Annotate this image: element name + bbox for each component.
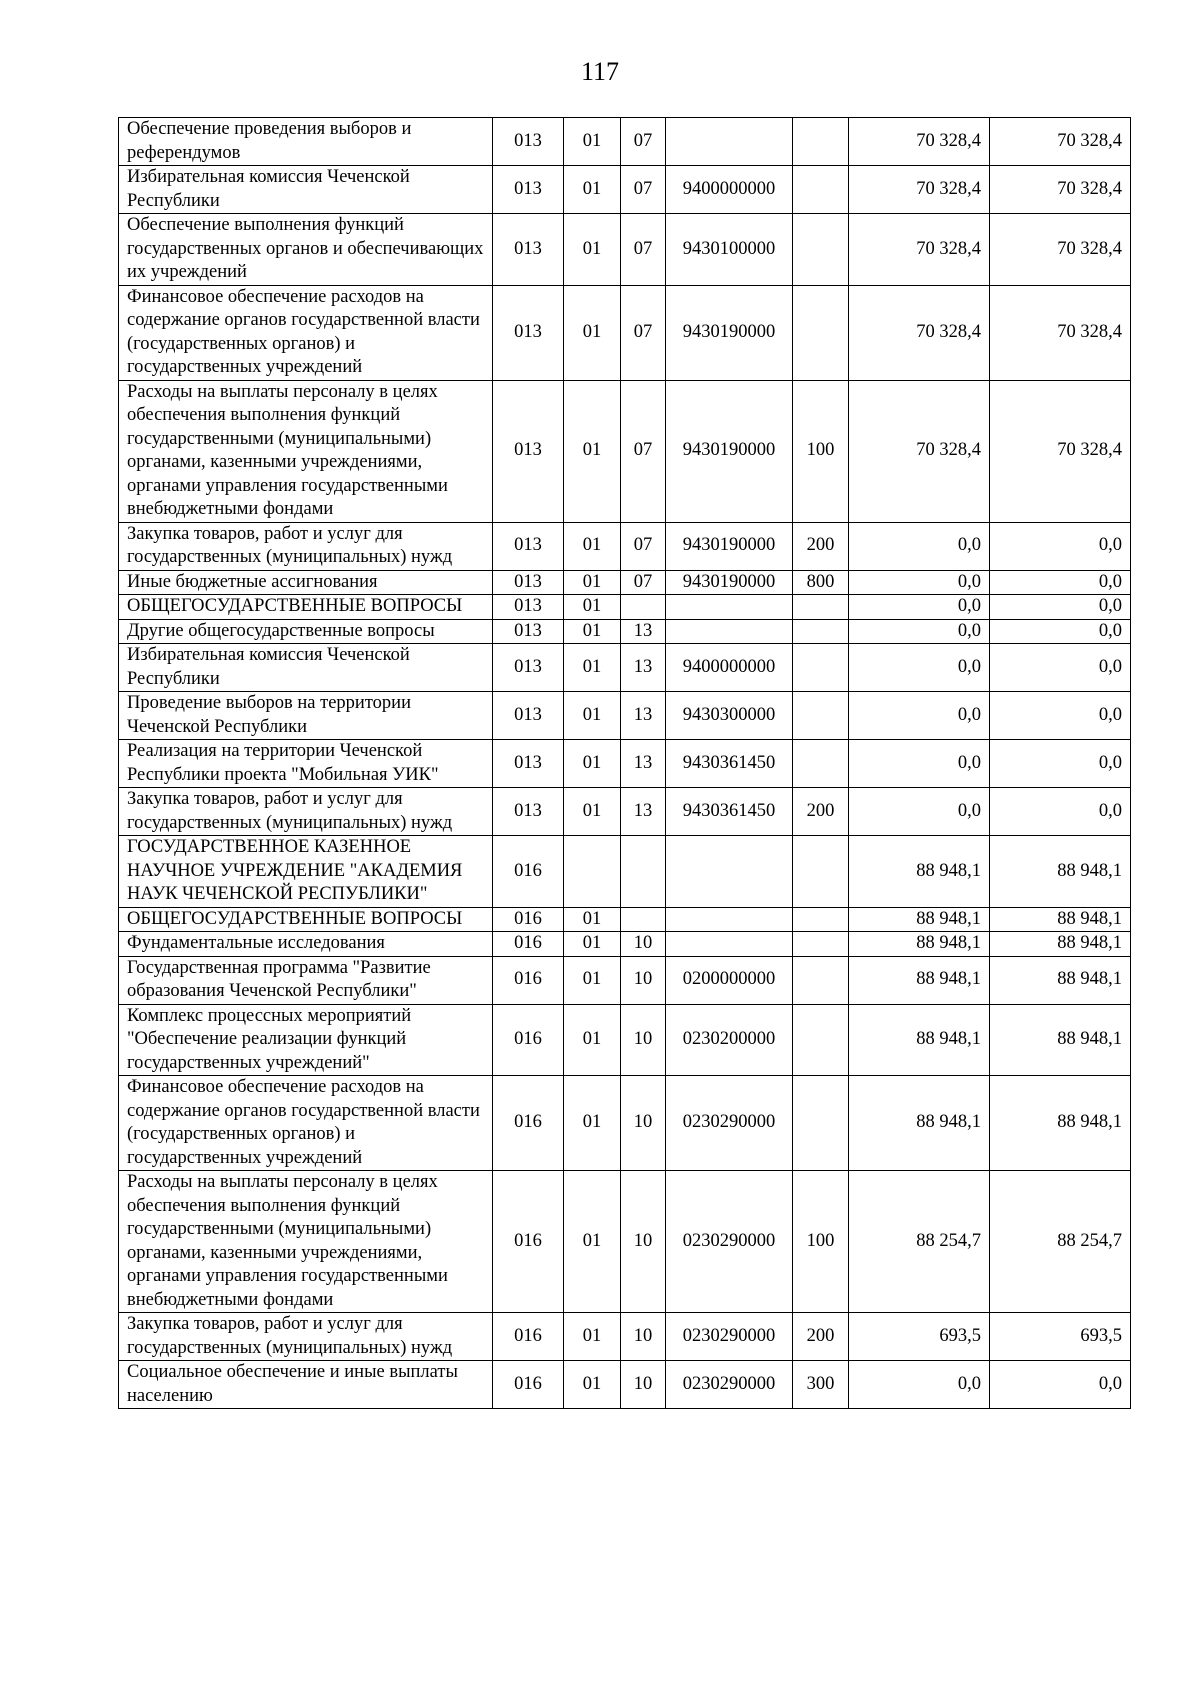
row-vr-cell [793,166,849,214]
row-sum-first-year-cell: 0,0 [849,595,990,620]
row-razdel-cell: 01 [564,1004,621,1076]
row-csr-cell [666,118,793,166]
row-sum-second-year-cell: 70 328,4 [990,118,1131,166]
row-vr-cell: 200 [793,1313,849,1361]
row-vr-cell: 800 [793,570,849,595]
row-csr-cell [666,619,793,644]
table-row [119,956,1131,1004]
row-vr-cell: 100 [793,380,849,522]
row-sum-second-year-cell: 0,0 [990,522,1131,570]
table-row [119,1361,1131,1409]
row-vr-cell [793,619,849,644]
row-vr-cell [793,740,849,788]
row-sum-second-year-cell: 0,0 [990,1361,1131,1409]
row-vr-cell [793,644,849,692]
row-podrazdel-cell: 10 [621,956,666,1004]
row-razdel-cell: 01 [564,285,621,380]
row-vr-cell [793,595,849,620]
row-vr-cell [793,932,849,957]
table-row [119,788,1131,836]
row-sum-second-year-cell: 0,0 [990,788,1131,836]
row-sum-first-year-cell: 0,0 [849,740,990,788]
table-row [119,380,1131,522]
row-sum-first-year-cell: 88 948,1 [849,1004,990,1076]
row-vr-cell: 300 [793,1361,849,1409]
row-csr-cell: 9430190000 [666,285,793,380]
row-podrazdel-cell: 07 [621,380,666,522]
row-podrazdel-cell: 13 [621,692,666,740]
row-sum-first-year-cell: 0,0 [849,644,990,692]
row-sum-first-year-cell: 0,0 [849,570,990,595]
row-csr-cell: 9400000000 [666,166,793,214]
row-name-cell: Закупка товаров, работ и услуг для государственных (муниципальных) нужд [119,788,493,836]
row-csr-cell: 9430300000 [666,692,793,740]
row-podrazdel-cell: 10 [621,1171,666,1313]
row-razdel-cell: 01 [564,907,621,932]
row-sum-first-year-cell: 0,0 [849,522,990,570]
row-name-cell: Расходы на выплаты персоналу в целях обеспечения выполнения функций государственными (муниципальными) органами, казенными учреждениями, органами управления государственными внебюджетными фондами [119,1171,493,1313]
row-vedomstvo-cell: 013 [493,214,564,286]
row-sum-first-year-cell: 88 948,1 [849,932,990,957]
row-csr-cell: 0230290000 [666,1171,793,1313]
row-csr-cell: 0200000000 [666,956,793,1004]
row-vedomstvo-cell: 013 [493,522,564,570]
row-razdel-cell: 01 [564,380,621,522]
row-vr-cell [793,907,849,932]
table-row [119,644,1131,692]
row-vr-cell [793,285,849,380]
row-vedomstvo-cell: 013 [493,619,564,644]
row-podrazdel-cell: 07 [621,166,666,214]
row-vedomstvo-cell: 016 [493,836,564,908]
row-razdel-cell: 01 [564,619,621,644]
row-csr-cell: 0230290000 [666,1313,793,1361]
row-razdel-cell: 01 [564,1313,621,1361]
row-vedomstvo-cell: 013 [493,285,564,380]
row-sum-first-year-cell: 70 328,4 [849,285,990,380]
row-vedomstvo-cell: 016 [493,1313,564,1361]
row-sum-second-year-cell: 0,0 [990,740,1131,788]
row-csr-cell: 0230200000 [666,1004,793,1076]
row-vr-cell: 200 [793,788,849,836]
row-podrazdel-cell: 13 [621,740,666,788]
row-razdel-cell: 01 [564,644,621,692]
row-vr-cell [793,214,849,286]
row-vedomstvo-cell: 013 [493,692,564,740]
row-name-cell: Иные бюджетные ассигнования [119,570,493,595]
row-sum-first-year-cell: 88 948,1 [849,907,990,932]
row-name-cell: Избирательная комиссия Чеченской Республики [119,644,493,692]
row-csr-cell: 0230290000 [666,1076,793,1171]
budget-table [118,117,1131,1409]
row-podrazdel-cell: 13 [621,644,666,692]
row-sum-first-year-cell: 70 328,4 [849,214,990,286]
row-sum-first-year-cell: 88 254,7 [849,1171,990,1313]
row-razdel-cell: 01 [564,522,621,570]
table-row [119,595,1131,620]
row-razdel-cell: 01 [564,118,621,166]
row-name-cell: Избирательная комиссия Чеченской Республики [119,166,493,214]
row-vedomstvo-cell: 013 [493,595,564,620]
row-sum-first-year-cell: 0,0 [849,788,990,836]
row-vr-cell [793,956,849,1004]
row-sum-second-year-cell: 0,0 [990,692,1131,740]
table-row [119,166,1131,214]
row-vedomstvo-cell: 013 [493,166,564,214]
row-sum-first-year-cell: 70 328,4 [849,118,990,166]
row-sum-first-year-cell: 70 328,4 [849,380,990,522]
row-podrazdel-cell: 10 [621,1076,666,1171]
table-row [119,285,1131,380]
row-csr-cell [666,907,793,932]
row-sum-second-year-cell: 693,5 [990,1313,1131,1361]
row-name-cell: Закупка товаров, работ и услуг для государственных (муниципальных) нужд [119,522,493,570]
row-podrazdel-cell: 13 [621,619,666,644]
row-sum-first-year-cell: 88 948,1 [849,1076,990,1171]
budget-table-body [119,118,1131,1409]
row-sum-first-year-cell: 88 948,1 [849,956,990,1004]
row-sum-second-year-cell: 88 948,1 [990,932,1131,957]
table-row [119,907,1131,932]
row-vedomstvo-cell: 013 [493,570,564,595]
row-name-cell: Обеспечение выполнения функций государственных органов и обеспечивающих их учреждений [119,214,493,286]
row-name-cell: Закупка товаров, работ и услуг для государственных (муниципальных) нужд [119,1313,493,1361]
row-podrazdel-cell: 10 [621,1004,666,1076]
row-podrazdel-cell [621,907,666,932]
row-csr-cell [666,836,793,908]
table-row [119,932,1131,957]
row-vedomstvo-cell: 013 [493,380,564,522]
row-sum-second-year-cell: 0,0 [990,644,1131,692]
row-vr-cell: 200 [793,522,849,570]
row-vr-cell [793,692,849,740]
row-csr-cell: 0230290000 [666,1361,793,1409]
row-csr-cell [666,595,793,620]
row-vedomstvo-cell: 016 [493,932,564,957]
row-vedomstvo-cell: 016 [493,956,564,1004]
row-razdel-cell: 01 [564,1171,621,1313]
row-vedomstvo-cell: 013 [493,740,564,788]
row-name-cell: ОБЩЕГОСУДАРСТВЕННЫЕ ВОПРОСЫ [119,907,493,932]
row-razdel-cell: 01 [564,692,621,740]
table-row [119,692,1131,740]
table-row [119,522,1131,570]
row-name-cell: Социальное обеспечение и иные выплаты населению [119,1361,493,1409]
table-row [119,570,1131,595]
table-row [119,214,1131,286]
row-podrazdel-cell: 13 [621,788,666,836]
row-vr-cell [793,836,849,908]
row-podrazdel-cell: 07 [621,285,666,380]
row-sum-first-year-cell: 70 328,4 [849,166,990,214]
table-row [119,619,1131,644]
row-vedomstvo-cell: 016 [493,1004,564,1076]
row-podrazdel-cell: 07 [621,214,666,286]
page-number: 117 [580,57,620,86]
row-sum-second-year-cell: 88 254,7 [990,1171,1131,1313]
row-sum-second-year-cell: 70 328,4 [990,380,1131,522]
row-name-cell: Комплекс процессных мероприятий "Обеспечение реализации функций государственных учреждений" [119,1004,493,1076]
row-name-cell: Проведение выборов на территории Чеченской Республики [119,692,493,740]
row-podrazdel-cell [621,595,666,620]
row-sum-second-year-cell: 70 328,4 [990,285,1131,380]
table-row [119,118,1131,166]
table-row [119,836,1131,908]
table-row [119,1313,1131,1361]
row-razdel-cell [564,836,621,908]
table-row [119,740,1131,788]
row-razdel-cell: 01 [564,788,621,836]
row-csr-cell: 9430190000 [666,570,793,595]
row-razdel-cell: 01 [564,1361,621,1409]
row-sum-first-year-cell: 0,0 [849,619,990,644]
row-name-cell: Фундаментальные исследования [119,932,493,957]
row-sum-first-year-cell: 0,0 [849,1361,990,1409]
row-csr-cell: 9430100000 [666,214,793,286]
row-vedomstvo-cell: 016 [493,1171,564,1313]
row-razdel-cell: 01 [564,956,621,1004]
row-podrazdel-cell: 07 [621,118,666,166]
row-podrazdel-cell: 10 [621,1361,666,1409]
row-sum-first-year-cell: 693,5 [849,1313,990,1361]
row-csr-cell: 9430190000 [666,380,793,522]
row-name-cell: Государственная программа "Развитие образования Чеченской Республики" [119,956,493,1004]
row-sum-first-year-cell: 0,0 [849,692,990,740]
row-razdel-cell: 01 [564,932,621,957]
row-sum-second-year-cell: 70 328,4 [990,166,1131,214]
row-vr-cell [793,1004,849,1076]
row-csr-cell: 9430190000 [666,522,793,570]
row-vedomstvo-cell: 016 [493,1361,564,1409]
row-podrazdel-cell: 07 [621,570,666,595]
row-sum-second-year-cell: 88 948,1 [990,1004,1131,1076]
row-sum-second-year-cell: 88 948,1 [990,836,1131,908]
row-sum-second-year-cell: 88 948,1 [990,956,1131,1004]
row-csr-cell: 9430361450 [666,740,793,788]
row-razdel-cell: 01 [564,740,621,788]
row-vr-cell: 100 [793,1171,849,1313]
row-name-cell: Обеспечение проведения выборов и референдумов [119,118,493,166]
row-sum-second-year-cell: 0,0 [990,619,1131,644]
row-podrazdel-cell: 10 [621,1313,666,1361]
row-name-cell: ОБЩЕГОСУДАРСТВЕННЫЕ ВОПРОСЫ [119,595,493,620]
row-podrazdel-cell [621,836,666,908]
row-razdel-cell: 01 [564,214,621,286]
row-csr-cell: 9400000000 [666,644,793,692]
row-name-cell: Расходы на выплаты персоналу в целях обеспечения выполнения функций государственными (муниципальными) органами, казенными учреждениями, органами управления государственными внебюджетными фондами [119,380,493,522]
row-sum-first-year-cell: 88 948,1 [849,836,990,908]
row-razdel-cell: 01 [564,166,621,214]
row-vr-cell [793,1076,849,1171]
row-name-cell: ГОСУДАРСТВЕННОЕ КАЗЕННОЕ НАУЧНОЕ УЧРЕЖДЕНИЕ "АКАДЕМИЯ НАУК ЧЕЧЕНСКОЙ РЕСПУБЛИКИ" [119,836,493,908]
row-vedomstvo-cell: 016 [493,1076,564,1171]
row-csr-cell [666,932,793,957]
row-sum-second-year-cell: 88 948,1 [990,907,1131,932]
row-razdel-cell: 01 [564,595,621,620]
row-podrazdel-cell: 07 [621,522,666,570]
row-vedomstvo-cell: 013 [493,788,564,836]
row-vr-cell [793,118,849,166]
row-vedomstvo-cell: 013 [493,118,564,166]
row-sum-second-year-cell: 0,0 [990,595,1131,620]
table-row [119,1004,1131,1076]
row-vedomstvo-cell: 013 [493,644,564,692]
row-vedomstvo-cell: 016 [493,907,564,932]
table-row [119,1076,1131,1171]
row-podrazdel-cell: 10 [621,932,666,957]
row-name-cell: Реализация на территории Чеченской Республики проекта "Мобильная УИК" [119,740,493,788]
row-sum-second-year-cell: 70 328,4 [990,214,1131,286]
row-sum-second-year-cell: 88 948,1 [990,1076,1131,1171]
row-name-cell: Финансовое обеспечение расходов на содержание органов государственной власти (государственных органов) и государственных учреждений [119,285,493,380]
row-csr-cell: 9430361450 [666,788,793,836]
row-razdel-cell: 01 [564,570,621,595]
row-razdel-cell: 01 [564,1076,621,1171]
row-name-cell: Финансовое обеспечение расходов на содержание органов государственной власти (государственных органов) и государственных учреждений [119,1076,493,1171]
row-sum-second-year-cell: 0,0 [990,570,1131,595]
row-name-cell: Другие общегосударственные вопросы [119,619,493,644]
table-row [119,1171,1131,1313]
